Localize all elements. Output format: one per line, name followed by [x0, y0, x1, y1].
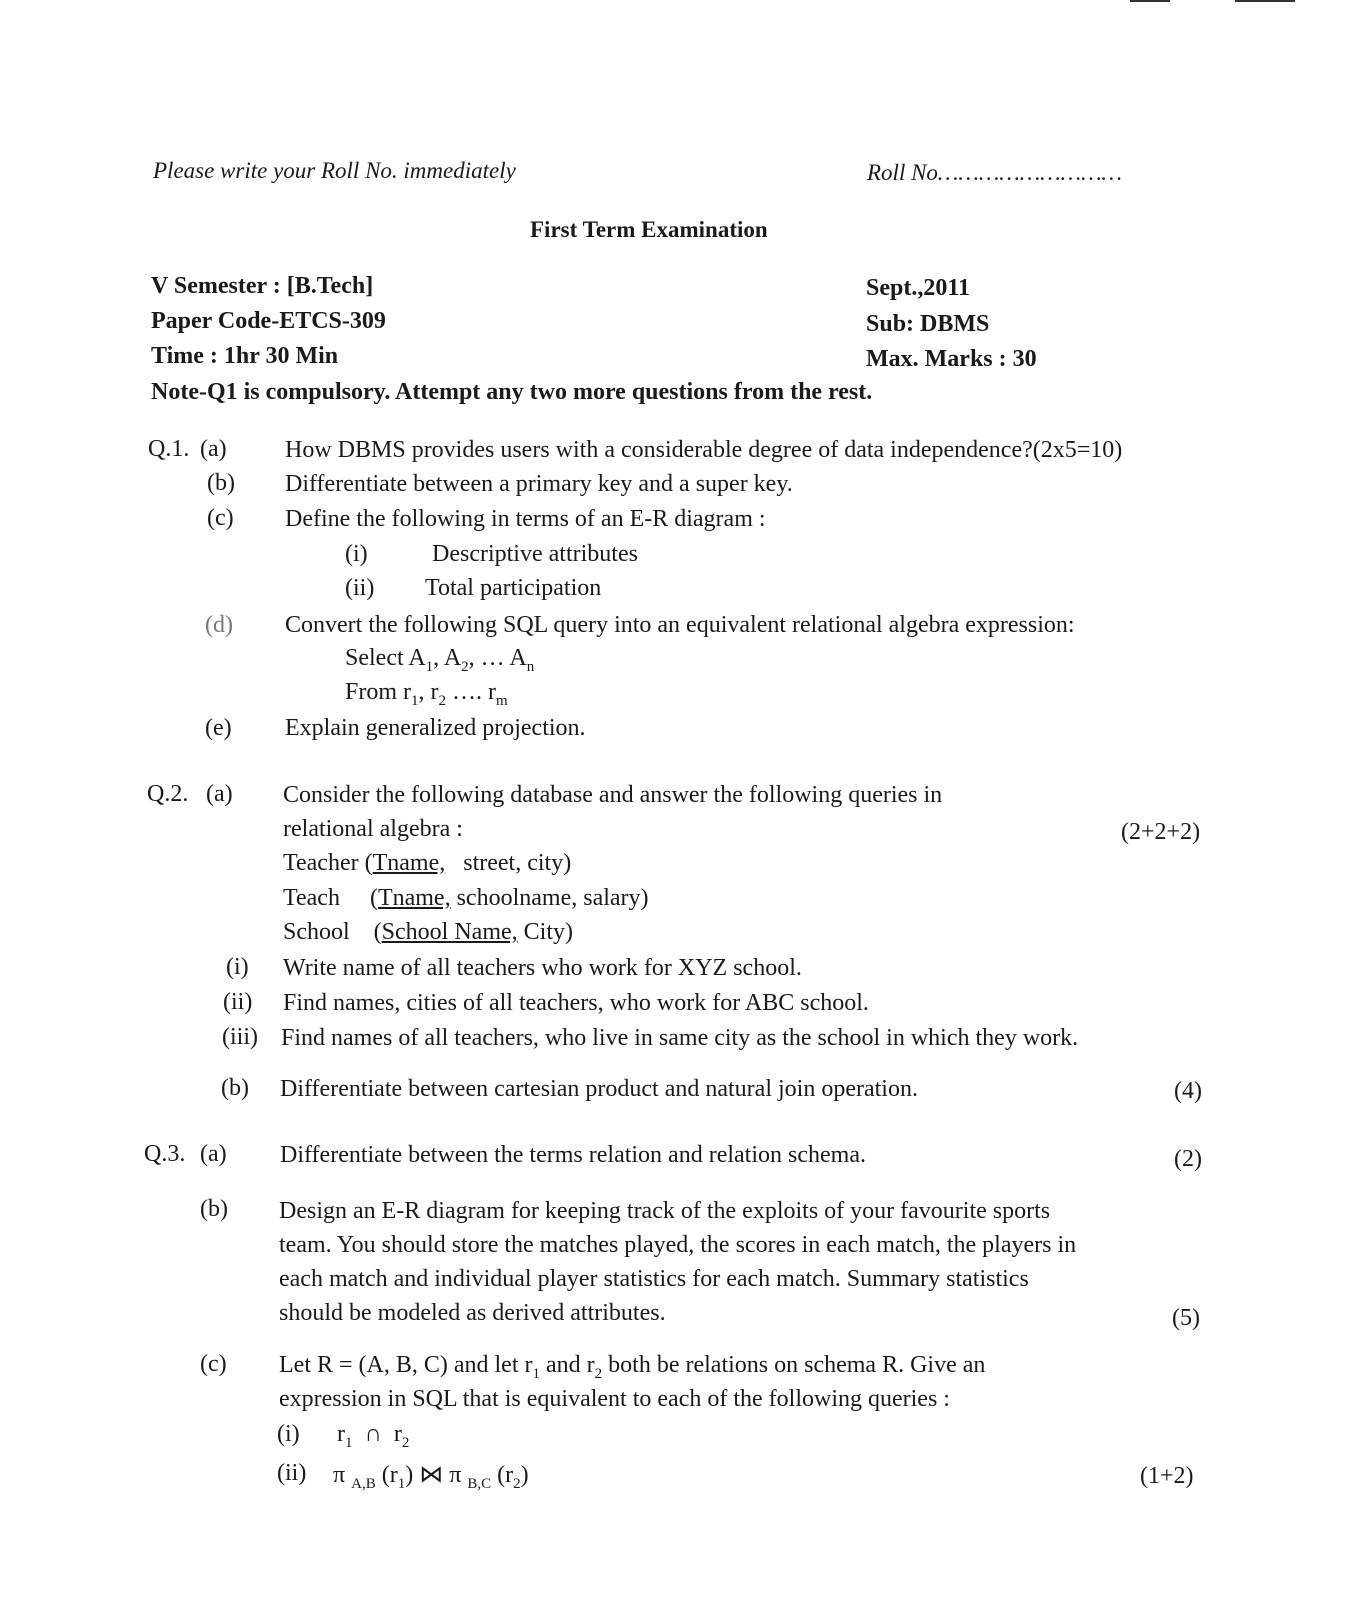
q2-iii-text: Find names of all teachers, who live in same city as the school in which they work. — [281, 1025, 1079, 1051]
paper-code: Paper Code-ETCS-309 — [151, 308, 386, 334]
exam-title: First Term Examination — [530, 217, 768, 242]
exam-note: Note-Q1 is compulsory. Attempt any two more questions from the rest. — [151, 379, 873, 405]
q1-e-text: Explain generalized projection. — [285, 715, 586, 741]
q2-b-text: Differentiate between cartesian product and natural join operation. — [280, 1076, 918, 1102]
q1-c-label: (c) — [207, 505, 234, 531]
q3-c-ii-expr: π $_{A,B}$ $(r_1)$ ⋈ π $_{B,C}$ $(r_2)$ — [333, 1462, 529, 1492]
time-allowed: Time : 1hr 30 Min — [151, 343, 339, 369]
q1-b-text: Differentiate between a primary key and a super key. — [285, 471, 793, 497]
q1-d-from: From $r_1$, $r_2$ …. $r_m$ — [345, 679, 508, 709]
q2-ii-text: Find names, cities of all teachers, who work for ABC school. — [283, 990, 869, 1016]
scan-artifact — [1130, 0, 1170, 2]
q2-i-text: Write name of all teachers who work for XYZ school. — [283, 955, 802, 981]
q1-c-ii-text: Total participation — [425, 575, 602, 601]
q3-c-line2: expression in SQL that is equivalent to each of the following queries : — [279, 1386, 950, 1412]
semester: V Semester : [B.Tech] — [151, 273, 374, 299]
q1-d-select: Select $A_1$, $A_2$, … $A_n$ — [345, 645, 535, 675]
q2-i-label: (i) — [226, 954, 249, 980]
q2-iii-label: (iii) — [222, 1024, 258, 1050]
q1-a-label: (a) — [200, 436, 227, 462]
q3-b-line1: Design an E-R diagram for keeping track of the exploits of your favourite sports — [279, 1198, 1051, 1224]
relation-teacher: Teacher (Tname, street, city) — [283, 850, 572, 876]
q3-b-line4: should be modeled as derived attributes. — [279, 1300, 666, 1326]
q1-d-text: Convert the following SQL query into an equivalent relational algebra expression: — [285, 612, 1075, 638]
q2-a-text-1: Consider the following database and answer the following queries in — [283, 782, 943, 808]
q3-b-line3: each match and individual player statistics for each match. Summary statistics — [279, 1266, 1029, 1292]
max-marks: Max. Marks : 30 — [866, 346, 1037, 372]
q3-c-i-label: (i) — [277, 1421, 300, 1447]
q1-e-label: (e) — [205, 715, 232, 741]
q3-a-label: (a) — [200, 1141, 227, 1167]
q1-c-i-label: (i) — [345, 541, 368, 567]
q1-c-i-text: Descriptive attributes — [432, 541, 638, 567]
q3-c-ii-label: (ii) — [277, 1460, 307, 1486]
q1-c-text: Define the following in terms of an E-R diagram : — [285, 506, 766, 532]
relation-school: School (School Name, City) — [283, 919, 573, 945]
q2-a-text-2: relational algebra : — [283, 816, 463, 842]
q1-number: Q.1. — [148, 436, 190, 462]
scan-artifact — [1235, 0, 1295, 2]
q2-a-label: (a) — [206, 781, 233, 807]
q3-b-marks: (5) — [1172, 1305, 1200, 1331]
roll-instruction: Please write your Roll No. immediately — [153, 158, 516, 183]
q3-c-marks: (1+2) — [1140, 1463, 1194, 1489]
q3-b-line2: team. You should store the matches played, the scores in each match, the players in — [279, 1232, 1077, 1258]
exam-date: Sept.,2011 — [866, 275, 971, 301]
subject: Sub: DBMS — [866, 311, 990, 337]
roll-no-field: Roll No……………………… — [867, 160, 1122, 185]
q1-d-label: (d) — [205, 612, 233, 638]
q3-a-text: Differentiate between the terms relation and relation schema. — [280, 1142, 866, 1168]
q3-c-i-expr: $r_1$ ∩ $r_2$ — [337, 1421, 410, 1451]
q2-b-label: (b) — [221, 1075, 249, 1101]
q3-number: Q.3. — [144, 1141, 186, 1167]
relation-teach: Teach (Tname, schoolname, salary) — [283, 885, 649, 911]
q2-ii-label: (ii) — [223, 989, 253, 1015]
q2-a-marks: (2+2+2) — [1121, 819, 1201, 845]
q1-a-text: How DBMS provides users with a considerable degree of data independence?(2x5=10) — [285, 437, 1123, 463]
q1-c-ii-label: (ii) — [345, 575, 375, 601]
q3-b-label: (b) — [200, 1196, 228, 1222]
q3-c-label: (c) — [200, 1351, 227, 1377]
q2-b-marks: (4) — [1174, 1078, 1202, 1104]
q1-b-label: (b) — [207, 470, 235, 496]
q2-number: Q.2. — [147, 781, 189, 807]
q3-c-line1: Let R = (A, B, C) and let $r_1$ and $r_2$ both be relations on schema R. Give an — [279, 1352, 986, 1382]
q3-a-marks: (2) — [1174, 1146, 1202, 1172]
